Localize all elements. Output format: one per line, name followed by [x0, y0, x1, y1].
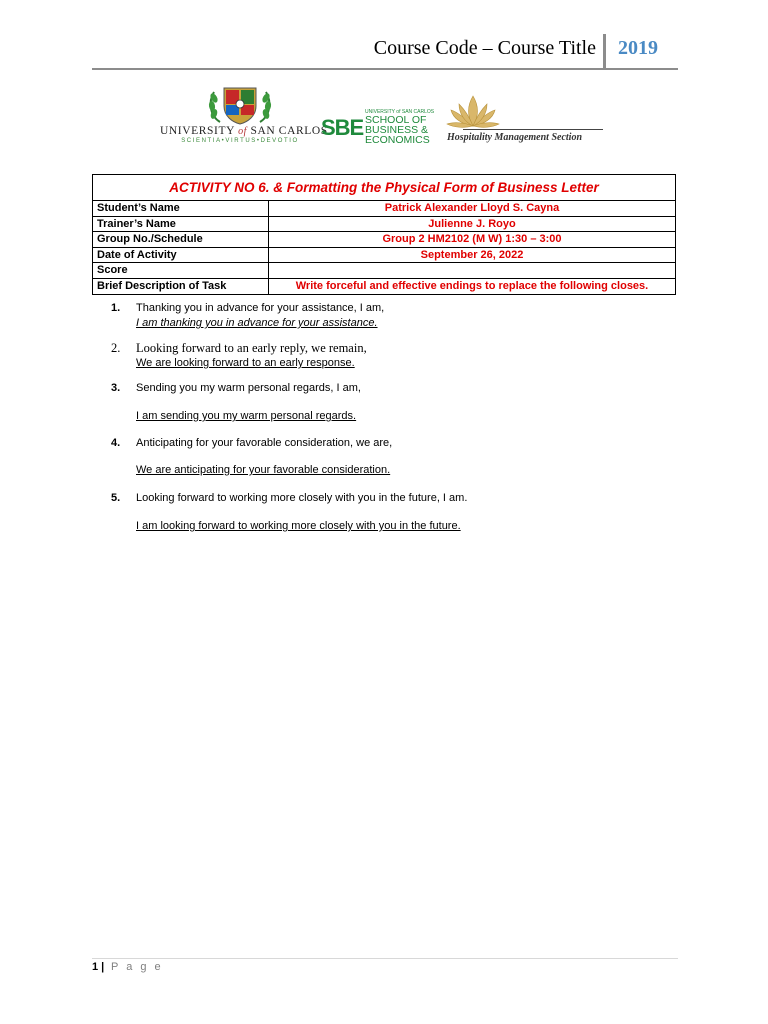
- row-value: [269, 263, 675, 278]
- item-number: 3.: [111, 382, 121, 394]
- header-year: 2019: [618, 37, 658, 59]
- item-question: Looking forward to working more closely with you in the future, I am.: [136, 492, 468, 504]
- sbe-university-text: UNIVERSITY of SAN CARLOS: [365, 109, 435, 115]
- usc-logo: [160, 82, 328, 152]
- item-question: Sending you my warm personal regards, I am,: [136, 382, 361, 394]
- page-footer: [92, 958, 678, 973]
- row-value: September 26, 2022: [420, 248, 524, 261]
- item-question: Looking forward to an early reply, we remain,: [136, 341, 367, 355]
- usc-seal-icon: [160, 82, 320, 126]
- usc-name: [160, 125, 328, 137]
- activity-title: ACTIVITY NO 6. & Formatting the Physical Form of Business Letter: [93, 175, 675, 201]
- row-value: Julienne J. Royo: [428, 217, 516, 230]
- logo-banner: [160, 82, 610, 154]
- item-answer: I am sending you my warm personal regards.: [136, 410, 357, 422]
- item-answer: I am looking forward to working more closely with you in the future.: [136, 520, 461, 532]
- item-number: 4.: [111, 437, 121, 449]
- activity-table: [92, 174, 676, 295]
- page-number: 1 |: [92, 961, 105, 973]
- row-label: Student’s Name: [93, 201, 269, 216]
- item-number: 5.: [111, 492, 121, 504]
- row-label: Brief Description of Task: [93, 279, 269, 294]
- table-row: [93, 217, 675, 233]
- page-header: [92, 34, 678, 70]
- row-label: Group No./Schedule: [93, 232, 269, 247]
- usc-motto: SCIENTIA•VIRTUS•DEVOTIO: [181, 138, 299, 144]
- item-answer: We are anticipating for your favorable consideration.: [136, 464, 391, 476]
- lotus-icon: [443, 92, 503, 130]
- item-question: Thanking you in advance for your assistance, I am,: [136, 302, 385, 314]
- item-answer: We are looking forward to an early response.: [136, 357, 355, 369]
- hms-name: Hospitality Management Section: [447, 132, 583, 143]
- item-number: 1.: [111, 302, 121, 314]
- table-row: [93, 248, 675, 264]
- item-question: Anticipating for your favorable consideration, we are,: [136, 437, 393, 449]
- page-label: P a g e: [111, 961, 164, 973]
- sbe-logo: [321, 109, 441, 147]
- row-label: Date of Activity: [93, 248, 269, 263]
- table-row: [93, 263, 675, 279]
- row-label: Score: [93, 263, 269, 278]
- row-label: Trainer’s Name: [93, 217, 269, 232]
- sbe-line-2: BUSINESS &: [365, 124, 429, 136]
- table-row: [93, 201, 675, 217]
- row-value: Patrick Alexander Lloyd S. Cayna: [384, 202, 560, 214]
- sbe-line-1: SCHOOL OF: [365, 114, 427, 126]
- hms-rule: [463, 129, 603, 130]
- table-row: [93, 232, 675, 248]
- header-divider: [603, 34, 606, 68]
- sbe-line-3: ECONOMICS: [365, 134, 430, 146]
- usc-name-part: UNIVERSITY: [160, 125, 235, 137]
- usc-name-part: SAN CARLOS: [250, 125, 328, 137]
- item-answer: I am thanking you in advance for your assistance.: [136, 317, 378, 329]
- row-value: Group 2 HM2102 (M W) 1:30 – 3:00: [382, 233, 562, 246]
- row-value: Write forceful and effective endings to replace the following closes.: [295, 279, 649, 292]
- table-row: [93, 279, 675, 294]
- usc-of: of: [238, 126, 248, 137]
- hms-logo: [443, 92, 613, 152]
- course-title: Course Code – Course Title: [373, 37, 596, 59]
- sbe-mark: SBE: [321, 115, 364, 140]
- item-number: 2.: [111, 341, 121, 355]
